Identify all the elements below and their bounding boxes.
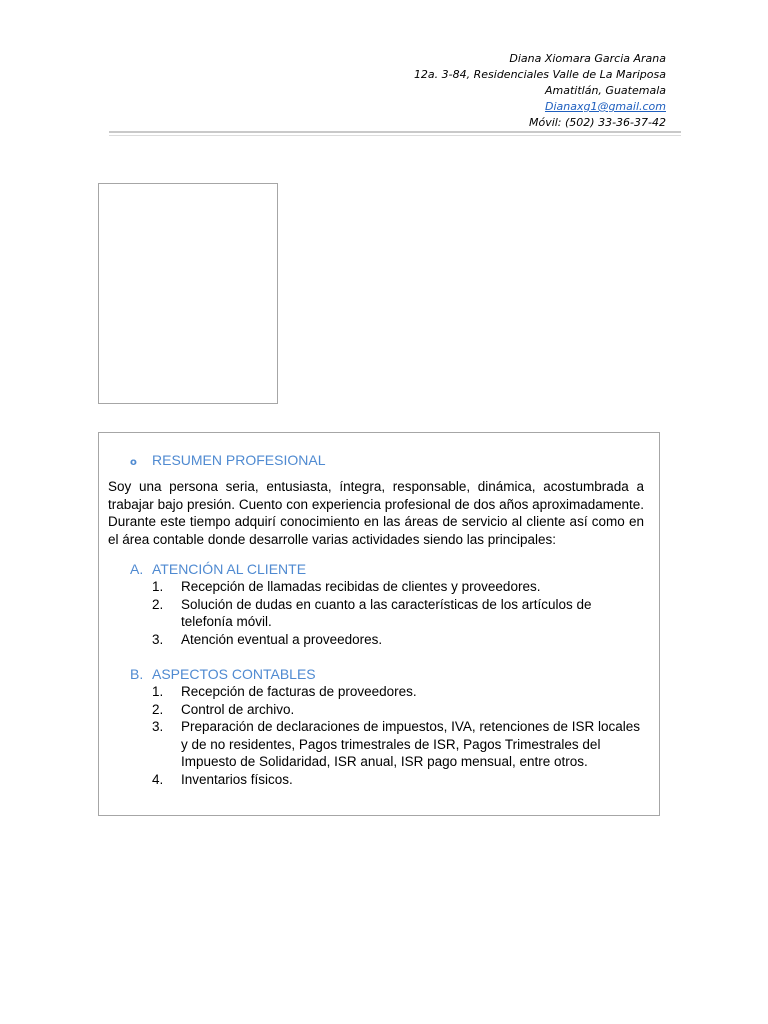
section-letter: A. <box>130 561 144 577</box>
summary-bullet: o <box>130 457 137 468</box>
list-number: 1. <box>152 579 164 594</box>
photo-placeholder <box>98 183 278 404</box>
list-item <box>152 701 646 719</box>
list-item-text: Preparación de declaraciones de impuestos, IVA, retenciones de ISR locales y de no residentes, Pagos trimestrales de ISR, Pagos Trimestrales del Impuesto de Solidaridad, ISR anual, ISR pago mensual, entre otros. <box>181 719 641 769</box>
contact-header <box>414 51 666 131</box>
list-number: 2. <box>152 596 164 612</box>
section-heading-contables <box>130 665 316 683</box>
list-number: 3. <box>152 631 164 647</box>
list-number: 2. <box>152 701 164 717</box>
list-item <box>152 683 646 701</box>
section-title: ATENCIÓN AL CLIENTE <box>152 561 307 577</box>
list-item-text: Control de archivo. <box>181 701 295 717</box>
summary-heading <box>130 451 325 472</box>
contact-address-line2: Amatitlán, Guatemala <box>545 84 666 97</box>
list-contables <box>152 683 646 788</box>
section-heading-atencion <box>130 560 306 578</box>
contact-phone: Móvil: (502) 33-36-37-42 <box>528 116 666 129</box>
header-divider-secondary <box>109 135 681 136</box>
list-number: 3. <box>152 719 164 734</box>
list-item-text: Solución de dudas en cuanto a las características de los artículos de telefonía móvil. <box>181 596 592 629</box>
list-item-text: Recepción de facturas de proveedores. <box>181 684 417 699</box>
summary-box <box>98 432 660 816</box>
list-atencion <box>152 578 646 648</box>
list-item <box>152 718 646 771</box>
list-item-text: Inventarios físicos. <box>181 771 293 787</box>
header-divider <box>109 131 681 133</box>
list-number: 1. <box>152 684 164 699</box>
list-item <box>152 578 646 596</box>
section-title: ASPECTOS CONTABLES <box>152 666 316 682</box>
list-item <box>152 596 646 631</box>
summary-text: Soy una persona seria, entusiasta, íntegra, responsable, dinámica, acostumbrada a trabajar bajo presión. Cuento con experiencia profesional de dos años aproximadamente. Durante este tiempo adquirí conocimiento en las áreas de servicio al cliente así como en el área contable donde desarrolle varias actividades siendo las principales: <box>108 479 644 547</box>
list-item-text: Atención eventual a proveedores. <box>181 631 383 647</box>
section-letter: B. <box>130 666 144 682</box>
contact-email-link[interactable]: Dianaxg1@gmail.com <box>544 100 666 113</box>
list-item-text: Recepción de llamadas recibidas de clientes y proveedores. <box>181 579 541 594</box>
list-number: 4. <box>152 771 164 787</box>
list-item <box>152 631 646 649</box>
contact-name: Diana Xiomara Garcia Arana <box>509 52 666 65</box>
contact-address-line1: 12a. 3-84, Residenciales Valle de La Mariposa <box>413 68 666 81</box>
summary-title: RESUMEN PROFESIONAL <box>152 452 326 468</box>
list-item <box>152 771 646 789</box>
